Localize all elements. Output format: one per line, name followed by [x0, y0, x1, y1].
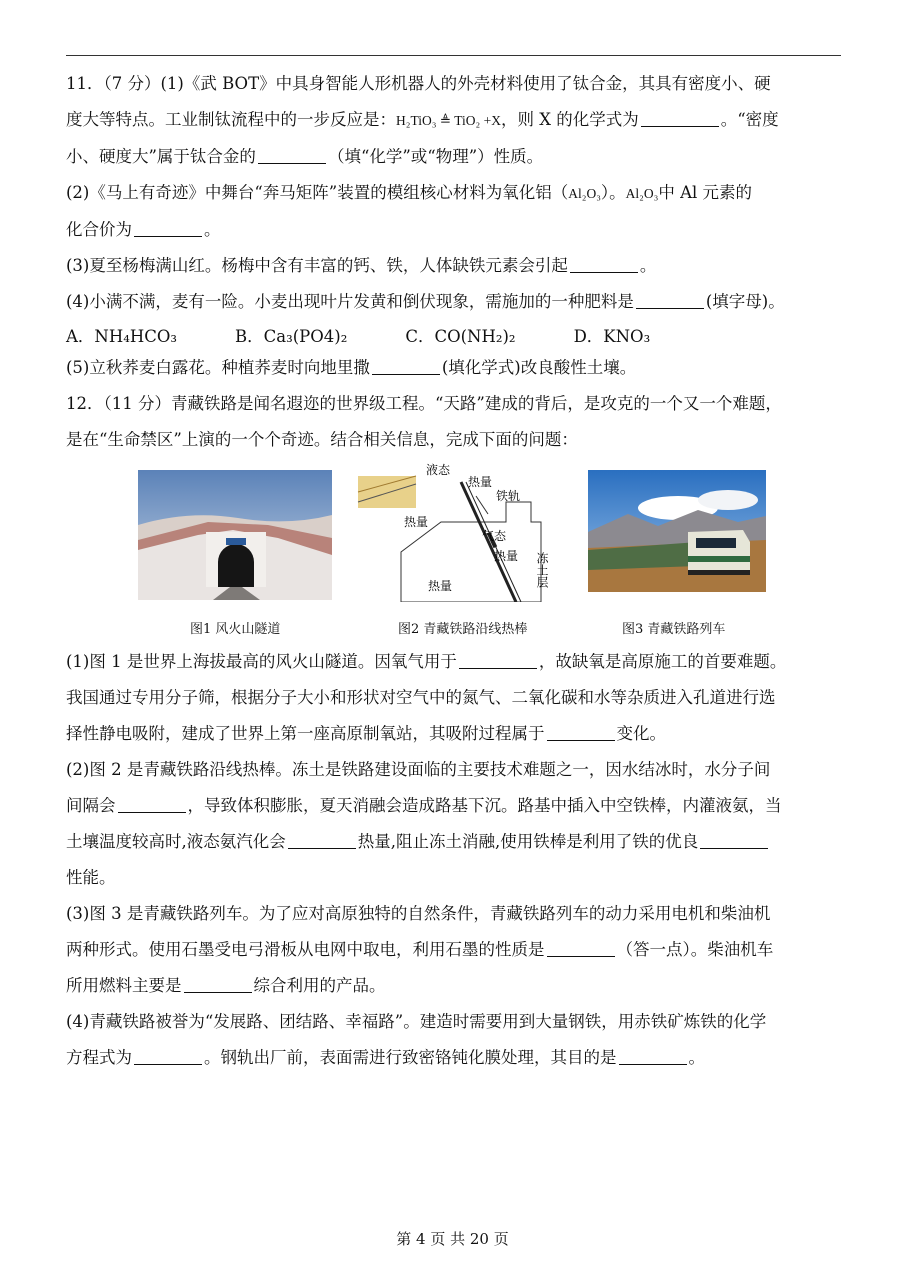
answer-blank [258, 147, 326, 164]
q11-options [66, 320, 846, 354]
answer-blank [288, 832, 356, 849]
text: 。“密度 [720, 110, 779, 129]
text: (1)图 1 是世界上海拔最高的风火山隧道。因氧气用于 [66, 652, 457, 671]
text: (2)《马上有奇迹》中舞台“奔马矩阵”装置的模组核心材料为氧化铝（ [66, 183, 569, 202]
fig2-caption: 图2 青藏铁路沿线热棒 [398, 622, 528, 637]
text: 度大等特点。工业制钛流程中的一步反应是： [66, 110, 396, 129]
text: 。 [639, 256, 657, 275]
text: 中 Al 元素的 [658, 183, 753, 202]
text: (3)夏至杨梅满山红。杨梅中含有丰富的钙、铁，人体缺铁元素会引起 [66, 256, 568, 275]
text: 变化。 [616, 724, 666, 743]
option-b: B．Ca₃(PO4)₂ [235, 327, 348, 346]
answer-blank [184, 976, 252, 993]
answer-blank [547, 940, 615, 957]
answer-blank [570, 256, 638, 273]
formula: Al₂O₃ [568, 186, 601, 201]
figures-row [66, 462, 846, 672]
text: 小、硬度大”属于钛合金的 [66, 147, 256, 166]
label-heat-left: 热量 [404, 515, 429, 529]
q12-line2: 是在“生命禁区”上演的一个个奇迹。结合相关信息，完成下面的问题： [66, 430, 578, 449]
option-d: D．KNO₃ [573, 327, 651, 346]
formula: Al₂O₃ [625, 186, 659, 201]
answer-blank [700, 832, 768, 849]
q12-body [66, 644, 846, 1076]
label-heat-mid: 热量 [494, 549, 519, 563]
text: 两种形式。使用石墨受电弓滑板从电网中取电，利用石墨的性质是 [66, 940, 545, 959]
text: 。 [204, 220, 221, 239]
text: (5)立秋荞麦白露花。种植荞麦时向地里撒 [66, 358, 370, 377]
label-heat-bottom: 热量 [428, 579, 453, 593]
fig3-caption: 图3 青藏铁路列车 [622, 622, 726, 637]
label-gas: 气态 [482, 529, 507, 543]
text: (4)小满不满，麦有一险。小麦出现叶片发黄和倒伏现象，需施加的一种肥料是 [66, 292, 634, 311]
q12-p1-line2: 我国通过专用分子筛，根据分子大小和形状对空气中的氮气、二氧化碳和水等杂质进入孔道进行选 [66, 688, 776, 707]
heat-rod-diagram [356, 462, 556, 602]
text: 择性静电吸附，建成了世界上第一座高原制氧站，其吸附过程属于 [66, 724, 545, 743]
answer-blank [547, 724, 615, 741]
q11-line7 [66, 284, 846, 320]
q11-line3 [66, 139, 846, 175]
tunnel-photo [138, 470, 332, 600]
text: 热量,阻止冻土消融,使用铁棒是利用了铁的优良 [357, 832, 699, 851]
answer-blank [641, 110, 719, 127]
text: (填化学式)改良酸性土壤。 [441, 358, 637, 377]
q12-p2-line4: 性能。 [66, 868, 116, 887]
q12-p2-line1: (2)图 2 是青藏铁路沿线热棒。冻土是铁路建设面临的主要技术难题之一，因水结冰时，水分子间 [66, 760, 771, 779]
text: 化合价为 [66, 220, 132, 239]
q12-p3-line1: (3)图 3 是青藏铁路列车。为了应对高原独特的自然条件，青藏铁路列车的动力采用电机和柴油机 [66, 904, 771, 923]
option-a: A．NH₄HCO₃ [66, 327, 178, 346]
fig1-caption: 图1 风火山隧道 [190, 622, 281, 637]
chemical-equation: H₂TiO₃ ≜ TiO₂ +X [396, 113, 501, 128]
q12-p3-line3 [66, 968, 846, 1004]
q11-line5 [66, 212, 846, 248]
text: 所用燃料主要是 [66, 976, 182, 995]
text: 方程式为 [66, 1048, 132, 1067]
text: （填“化学”或“物理”）性质。 [327, 147, 544, 166]
option-c: C．CO(NH₂)₂ [405, 327, 516, 346]
q11-line2 [66, 102, 846, 139]
text: 土壤温度较高时,液态氨汽化会 [66, 832, 286, 851]
q11-line8 [66, 350, 846, 386]
answer-blank [636, 292, 704, 309]
q11-line1: 11．（7 分）(1)《武 BOT》中具身智能人形机器人的外壳材料使用了钛合金，其具有密度小、硬 [66, 74, 771, 93]
answer-blank [372, 358, 440, 375]
text: ，故缺氧是高原施工的首要难题。 [538, 652, 787, 671]
answer-blank [619, 1048, 687, 1065]
label-rail: 铁轨 [496, 489, 521, 503]
q12-line1: 12．（11 分）青藏铁路是闻名遐迩的世界级工程。“天路”建成的背后，是攻克的一个又一个难题， [66, 394, 782, 413]
header-rule [66, 55, 841, 56]
text: 综合利用的产品。 [253, 976, 386, 995]
q12-p2-line2 [66, 788, 846, 824]
text: ，导致体积膨胀，夏天消融会造成路基下沉。路基中插入中空铁棒，内灌液氨，当 [187, 796, 782, 815]
label-heat-top: 热量 [468, 475, 493, 489]
answer-blank [118, 796, 186, 813]
answer-blank [134, 220, 202, 237]
answer-blank [134, 1048, 202, 1065]
q12-p4-line1: (4)青藏铁路被誉为“发展路、团结路、幸福路”。建造时需要用到大量钢铁，用赤铁矿炼铁的化学 [66, 1012, 767, 1031]
text: 。 [688, 1048, 705, 1067]
text: ，则 X 的化学式为 [500, 110, 639, 129]
text: (填字母)。 [705, 292, 785, 311]
q11-line4 [66, 175, 846, 212]
label-liquid: 液态 [426, 463, 451, 477]
page-footer: 第 4 页 共 20 页 [396, 1230, 509, 1248]
text: （答一点）。柴油机车 [616, 940, 774, 959]
q11-line6 [66, 248, 846, 284]
label-permafrost: 冻土层 [535, 552, 549, 588]
exam-content [66, 66, 846, 1076]
q12-p2-line3 [66, 824, 846, 860]
train-photo [588, 470, 766, 592]
q12-p3-line2 [66, 932, 846, 968]
text: 间隔会 [66, 796, 116, 815]
text: 。钢轨出厂前，表面需进行致密铬钝化膜处理，其目的是 [204, 1048, 617, 1067]
q12-p4-line2 [66, 1040, 846, 1076]
q12-p1-line3 [66, 716, 846, 752]
text: ）。 [600, 183, 626, 202]
